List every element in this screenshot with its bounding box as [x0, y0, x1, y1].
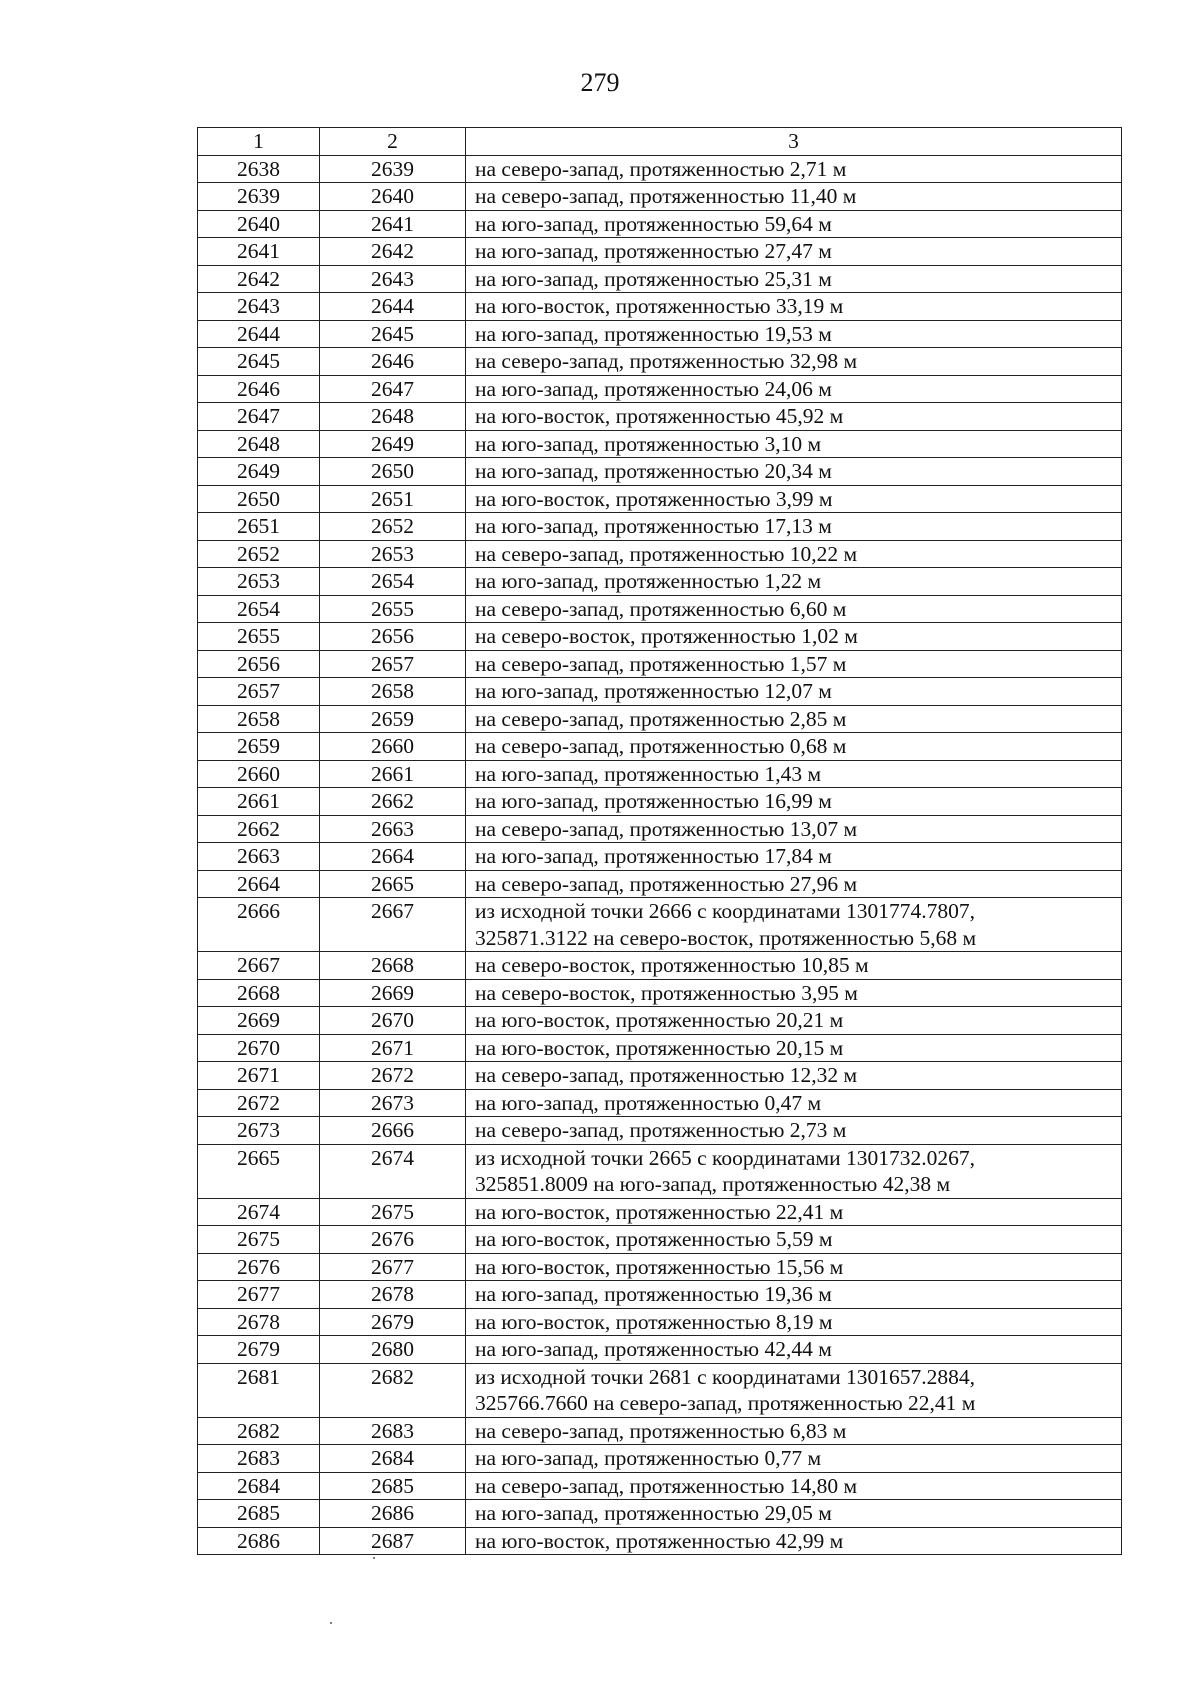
table-row: [198, 595, 1122, 623]
page-number: 279: [580, 68, 620, 97]
description-line: на юго-запад, протяженностью 19,36 м: [475, 1282, 832, 1306]
point-to-cell: 2672: [320, 1062, 466, 1090]
point-from-cell: 2673: [198, 1117, 320, 1145]
point-to-cell: 2641: [320, 210, 466, 238]
table-row: [198, 1281, 1122, 1309]
point-from-cell: 2657: [198, 678, 320, 706]
point-from-cell: 2666: [198, 898, 320, 952]
point-to-cell: 2662: [320, 788, 466, 816]
description-cell: [466, 1363, 1122, 1417]
table-row: [198, 1062, 1122, 1090]
description-line: 325871.3122 на северо-восток, протяженностью 5,68 м: [475, 925, 977, 950]
description-line: на юго-восток, протяженностью 20,15 м: [475, 1035, 844, 1060]
description-line: на северо-восток, протяженностью 1,02 м: [475, 624, 858, 648]
description-cell: [466, 540, 1122, 568]
table-row: [198, 705, 1122, 733]
description-cell: [466, 568, 1122, 596]
point-to-cell: 2667: [320, 898, 466, 952]
table-row: [198, 788, 1122, 816]
description-cell: [466, 238, 1122, 266]
description-cell: [466, 1417, 1122, 1445]
description-line: на юго-восток, протяженностью 8,19 м: [475, 1309, 833, 1334]
point-from-cell: 2679: [198, 1336, 320, 1364]
point-from-cell: 2658: [198, 705, 320, 733]
table-row: [198, 870, 1122, 898]
description-line: на юго-восток, протяженностью 20,21 м: [475, 1008, 844, 1032]
point-from-cell: 2676: [198, 1253, 320, 1281]
point-from-cell: 2671: [198, 1062, 320, 1090]
description-line: на северо-запад, протяженностью 2,73 м: [475, 1118, 847, 1142]
point-to-cell: 2677: [320, 1253, 466, 1281]
point-from-cell: 2646: [198, 375, 320, 403]
description-line: на юго-запад, протяженностью 24,06 м: [475, 376, 832, 401]
table-row: [198, 1472, 1122, 1500]
point-to-cell: 2685: [320, 1472, 466, 1500]
point-from-cell: 2638: [198, 155, 320, 183]
description-line: на северо-запад, протяженностью 6,83 м: [475, 1418, 847, 1443]
table-row: [198, 979, 1122, 1007]
point-to-cell: 2651: [320, 485, 466, 513]
point-from-cell: 2642: [198, 265, 320, 293]
description-cell: [466, 733, 1122, 761]
point-from-cell: 2661: [198, 788, 320, 816]
table-row: [198, 1144, 1122, 1198]
table-row: [198, 1445, 1122, 1473]
description-line: на северо-запад, протяженностью 2,85 м: [475, 706, 847, 731]
description-cell: [466, 1281, 1122, 1309]
point-to-cell: 2661: [320, 760, 466, 788]
point-from-cell: 2644: [198, 320, 320, 348]
description-line: на северо-запад, протяженностью 13,07 м: [475, 816, 858, 841]
point-from-cell: 2651: [198, 513, 320, 541]
description-cell: [466, 265, 1122, 293]
point-to-cell: 2670: [320, 1007, 466, 1035]
point-from-cell: 2650: [198, 485, 320, 513]
point-to-cell: 2686: [320, 1500, 466, 1528]
description-cell: [466, 650, 1122, 678]
description-cell: [466, 348, 1122, 376]
description-line: на северо-запад, протяженностью 0,68 м: [475, 734, 847, 758]
description-line: на северо-запад, протяженностью 10,22 м: [475, 541, 858, 566]
description-line: на юго-восток, протяженностью 5,59 м: [475, 1227, 833, 1251]
point-to-cell: 2675: [320, 1198, 466, 1226]
point-from-cell: 2647: [198, 403, 320, 431]
point-from-cell: 2670: [198, 1034, 320, 1062]
header-col-3: 3: [466, 128, 1122, 156]
point-from-cell: 2681: [198, 1363, 320, 1417]
description-line: на юго-запад, протяженностью 12,07 м: [475, 679, 832, 703]
description-cell: [466, 1308, 1122, 1336]
table-row: [198, 458, 1122, 486]
point-from-cell: 2654: [198, 595, 320, 623]
table-row: [198, 155, 1122, 183]
point-to-cell: 2664: [320, 843, 466, 871]
description-cell: [466, 870, 1122, 898]
table-row: [198, 1363, 1122, 1417]
point-from-cell: 2668: [198, 979, 320, 1007]
description-line: на юго-запад, протяженностью 42,44 м: [475, 1337, 832, 1361]
point-from-cell: 2675: [198, 1226, 320, 1254]
description-line: на юго-запад, протяженностью 17,84 м: [475, 844, 832, 868]
description-line: на северо-восток, протяженностью 10,85 м: [475, 953, 869, 977]
description-line: 325766.7660 на северо-запад, протяженностью 22,41 м: [475, 1391, 976, 1415]
point-to-cell: 2643: [320, 265, 466, 293]
point-to-cell: 2652: [320, 513, 466, 541]
description-cell: [466, 183, 1122, 211]
point-to-cell: 2654: [320, 568, 466, 596]
point-from-cell: 2640: [198, 210, 320, 238]
description-cell: [466, 898, 1122, 952]
point-to-cell: 2639: [320, 155, 466, 183]
description-cell: [466, 1198, 1122, 1226]
description-cell: [466, 403, 1122, 431]
point-from-cell: 2678: [198, 1308, 320, 1336]
description-cell: [466, 1144, 1122, 1198]
point-from-cell: 2667: [198, 952, 320, 980]
description-cell: [466, 1089, 1122, 1117]
description-line: на северо-восток, протяженностью 3,95 м: [475, 980, 858, 1005]
description-cell: [466, 705, 1122, 733]
table-row: [198, 1226, 1122, 1254]
description-line: из исходной точки 2665 с координатами 1301732.0267,: [475, 1145, 975, 1170]
table-row: [198, 293, 1122, 321]
table-row: [198, 678, 1122, 706]
description-line: на юго-запад, протяженностью 27,47 м: [475, 239, 832, 263]
description-line: на юго-восток, протяженностью 22,41 м: [475, 1199, 844, 1224]
point-to-cell: 2666: [320, 1117, 466, 1145]
table-row: [198, 485, 1122, 513]
table-row: [198, 1500, 1122, 1528]
table-row: [198, 513, 1122, 541]
table-header-row: [198, 128, 1122, 156]
table-row: [198, 1308, 1122, 1336]
description-line: на юго-запад, протяженностью 0,77 м: [475, 1446, 822, 1470]
point-to-cell: 2668: [320, 952, 466, 980]
table-row: [198, 568, 1122, 596]
description-cell: [466, 979, 1122, 1007]
point-from-cell: 2643: [198, 293, 320, 321]
description-cell: [466, 595, 1122, 623]
point-to-cell: 2642: [320, 238, 466, 266]
point-from-cell: 2639: [198, 183, 320, 211]
description-cell: [466, 1034, 1122, 1062]
point-from-cell: 2686: [198, 1527, 320, 1555]
table-row: [198, 183, 1122, 211]
point-from-cell: 2649: [198, 458, 320, 486]
point-from-cell: 2653: [198, 568, 320, 596]
description-line: на северо-запад, протяженностью 14,80 м: [475, 1473, 858, 1498]
description-line: на юго-запад, протяженностью 20,34 м: [475, 459, 832, 483]
header-col-2: 2: [320, 128, 466, 156]
point-from-cell: 2677: [198, 1281, 320, 1309]
description-line: на юго-запад, протяженностью 17,13 м: [475, 514, 832, 538]
description-line: на юго-восток, протяженностью 15,56 м: [475, 1254, 844, 1279]
description-cell: [466, 485, 1122, 513]
point-from-cell: 2684: [198, 1472, 320, 1500]
description-cell: [466, 155, 1122, 183]
description-cell: [466, 1472, 1122, 1500]
point-to-cell: 2644: [320, 293, 466, 321]
point-to-cell: 2663: [320, 815, 466, 843]
point-to-cell: 2671: [320, 1034, 466, 1062]
point-to-cell: 2674: [320, 1144, 466, 1198]
table-row: [198, 650, 1122, 678]
description-cell: [466, 513, 1122, 541]
point-to-cell: 2673: [320, 1089, 466, 1117]
point-to-cell: 2684: [320, 1445, 466, 1473]
description-cell: [466, 1007, 1122, 1035]
point-to-cell: 2679: [320, 1308, 466, 1336]
description-line: на северо-запад, протяженностью 12,32 м: [475, 1063, 858, 1087]
description-line: на северо-запад, протяженностью 11,40 м: [475, 184, 857, 208]
description-cell: [466, 843, 1122, 871]
point-from-cell: 2672: [198, 1089, 320, 1117]
description-cell: [466, 1062, 1122, 1090]
point-from-cell: 2664: [198, 870, 320, 898]
table-row: [198, 430, 1122, 458]
point-from-cell: 2669: [198, 1007, 320, 1035]
point-to-cell: 2647: [320, 375, 466, 403]
table-row: [198, 238, 1122, 266]
table-row: [198, 1198, 1122, 1226]
description-line: на юго-запад, протяженностью 25,31 м: [475, 266, 832, 291]
table-row: [198, 375, 1122, 403]
description-cell: [466, 760, 1122, 788]
table-row: [198, 1007, 1122, 1035]
description-line: на юго-восток, протяженностью 45,92 м: [475, 404, 844, 428]
description-cell: [466, 1527, 1122, 1555]
point-to-cell: 2640: [320, 183, 466, 211]
description-cell: [466, 1336, 1122, 1364]
table-row: [198, 210, 1122, 238]
point-from-cell: 2685: [198, 1500, 320, 1528]
table-row: [198, 952, 1122, 980]
table-row: [198, 843, 1122, 871]
point-from-cell: 2659: [198, 733, 320, 761]
scan-speck: [373, 1557, 375, 1559]
description-line: на юго-запад, протяженностью 1,43 м: [475, 761, 822, 786]
point-to-cell: 2656: [320, 623, 466, 651]
table-row: [198, 733, 1122, 761]
point-from-cell: 2655: [198, 623, 320, 651]
description-cell: [466, 952, 1122, 980]
description-cell: [466, 678, 1122, 706]
table-row: [198, 815, 1122, 843]
table-row: [198, 760, 1122, 788]
point-from-cell: 2648: [198, 430, 320, 458]
description-cell: [466, 293, 1122, 321]
description-line: на юго-восток, протяженностью 33,19 м: [475, 294, 844, 318]
description-line: на северо-запад, протяженностью 27,96 м: [475, 871, 858, 896]
table-row: [198, 1034, 1122, 1062]
table-row: [198, 265, 1122, 293]
point-from-cell: 2683: [198, 1445, 320, 1473]
point-to-cell: 2645: [320, 320, 466, 348]
table-row: [198, 320, 1122, 348]
description-line: на юго-запад, протяженностью 3,10 м: [475, 431, 822, 456]
description-cell: [466, 623, 1122, 651]
point-to-cell: 2687: [320, 1527, 466, 1555]
point-from-cell: 2645: [198, 348, 320, 376]
description-line: на юго-запад, протяженностью 29,05 м: [475, 1501, 832, 1525]
table-row: [198, 1336, 1122, 1364]
point-to-cell: 2682: [320, 1363, 466, 1417]
description-cell: [466, 375, 1122, 403]
boundary-table: [197, 127, 1122, 1555]
header-col-1: 1: [198, 128, 320, 156]
point-to-cell: 2680: [320, 1336, 466, 1364]
table-row: [198, 1253, 1122, 1281]
scan-speck: [330, 1622, 332, 1624]
description-cell: [466, 1226, 1122, 1254]
description-line: на северо-запад, протяженностью 2,71 м: [475, 156, 847, 181]
description-line: на северо-запад, протяженностью 6,60 м: [475, 596, 847, 621]
description-line: на юго-запад, протяженностью 0,47 м: [475, 1090, 822, 1115]
table-row: [198, 1089, 1122, 1117]
table-row: [198, 540, 1122, 568]
point-to-cell: 2658: [320, 678, 466, 706]
description-line: на юго-восток, протяженностью 42,99 м: [475, 1528, 844, 1553]
table-row: [198, 1117, 1122, 1145]
description-cell: [466, 430, 1122, 458]
table-row: [198, 1527, 1122, 1555]
description-cell: [466, 788, 1122, 816]
point-from-cell: 2682: [198, 1417, 320, 1445]
description-line: 325851.8009 на юго-запад, протяженностью 42,38 м: [475, 1172, 951, 1196]
point-to-cell: 2665: [320, 870, 466, 898]
point-from-cell: 2663: [198, 843, 320, 871]
point-to-cell: 2648: [320, 403, 466, 431]
point-from-cell: 2652: [198, 540, 320, 568]
point-to-cell: 2657: [320, 650, 466, 678]
point-to-cell: 2669: [320, 979, 466, 1007]
description-cell: [466, 815, 1122, 843]
description-cell: [466, 1253, 1122, 1281]
point-to-cell: 2683: [320, 1417, 466, 1445]
point-to-cell: 2646: [320, 348, 466, 376]
point-to-cell: 2678: [320, 1281, 466, 1309]
point-to-cell: 2649: [320, 430, 466, 458]
point-to-cell: 2655: [320, 595, 466, 623]
description-line: из исходной точки 2666 с координатами 1301774.7807,: [475, 899, 975, 923]
description-line: на юго-запад, протяженностью 1,22 м: [475, 569, 822, 593]
description-line: на северо-запад, протяженностью 32,98 м: [475, 349, 858, 373]
point-from-cell: 2665: [198, 1144, 320, 1198]
point-from-cell: 2656: [198, 650, 320, 678]
point-from-cell: 2660: [198, 760, 320, 788]
point-to-cell: 2653: [320, 540, 466, 568]
point-to-cell: 2660: [320, 733, 466, 761]
description-line: на юго-запад, протяженностью 19,53 м: [475, 321, 832, 346]
description-line: на северо-запад, протяженностью 1,57 м: [475, 651, 847, 676]
description-line: на юго-запад, протяженностью 16,99 м: [475, 789, 832, 813]
point-to-cell: 2676: [320, 1226, 466, 1254]
table-row: [198, 403, 1122, 431]
description-cell: [466, 1500, 1122, 1528]
description-cell: [466, 1117, 1122, 1145]
point-from-cell: 2662: [198, 815, 320, 843]
description-line: из исходной точки 2681 с координатами 1301657.2884,: [475, 1364, 975, 1389]
table-body: [198, 128, 1122, 1555]
description-cell: [466, 458, 1122, 486]
table-row: [198, 623, 1122, 651]
table-row: [198, 1417, 1122, 1445]
description-line: на юго-восток, протяженностью 3,99 м: [475, 486, 833, 511]
description-line: на юго-запад, протяженностью 59,64 м: [475, 211, 832, 236]
table-row: [198, 348, 1122, 376]
description-cell: [466, 320, 1122, 348]
description-cell: [466, 1445, 1122, 1473]
table-row: [198, 898, 1122, 952]
point-to-cell: 2659: [320, 705, 466, 733]
description-cell: [466, 210, 1122, 238]
point-from-cell: 2641: [198, 238, 320, 266]
point-from-cell: 2674: [198, 1198, 320, 1226]
point-to-cell: 2650: [320, 458, 466, 486]
